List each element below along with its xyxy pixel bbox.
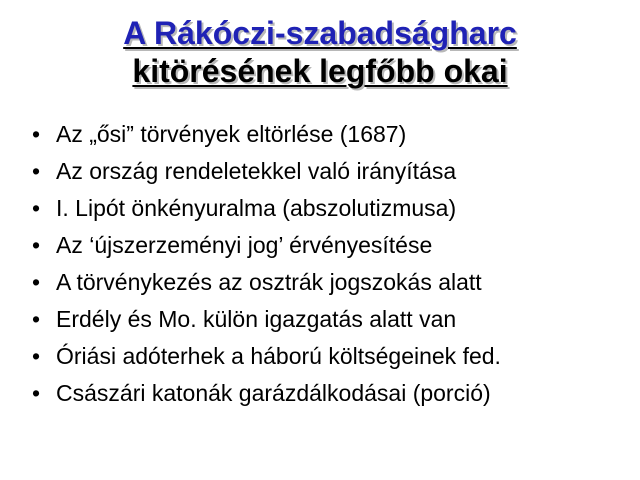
list-item <box>0 375 640 412</box>
bullet-text: I. Lipót önkényuralma (abszolutizmusa) <box>56 195 457 221</box>
list-item <box>0 338 640 375</box>
title-line-2: kitörésének legfőbb okai <box>132 53 508 89</box>
list-item <box>0 301 640 338</box>
slide-title <box>0 14 640 90</box>
bullet-icon: • <box>32 380 41 406</box>
bullet-text: Császári katonák garázdálkodásai (porció) <box>56 380 491 406</box>
bullet-icon: • <box>32 232 41 258</box>
bullet-icon: • <box>32 343 41 369</box>
title-line-1: A Rákóczi-szabadságharc <box>123 15 517 51</box>
list-item <box>0 153 640 190</box>
list-item <box>0 116 640 153</box>
bullet-text: Óriási adóterhek a háború költségeinek fed. <box>56 343 501 369</box>
bullet-text: Az ország rendeletekkel való irányítása <box>56 158 457 184</box>
bullet-text: Az „ősi” törvények eltörlése (1687) <box>56 121 407 147</box>
bullet-text: A törvénykezés az osztrák jogszokás alatt <box>56 269 482 295</box>
bullet-icon: • <box>32 195 41 221</box>
list-item <box>0 227 640 264</box>
bullet-text: Erdély és Mo. külön igazgatás alatt van <box>56 306 457 332</box>
bullet-icon: • <box>32 306 41 332</box>
bullet-text: Az ‘újszerzeményi jog’ érvényesítése <box>56 232 433 258</box>
bullet-icon: • <box>32 269 41 295</box>
list-item <box>0 190 640 227</box>
list-item <box>0 264 640 301</box>
bullet-icon: • <box>32 121 41 147</box>
bullet-icon: • <box>32 158 41 184</box>
bullet-list <box>0 116 640 412</box>
